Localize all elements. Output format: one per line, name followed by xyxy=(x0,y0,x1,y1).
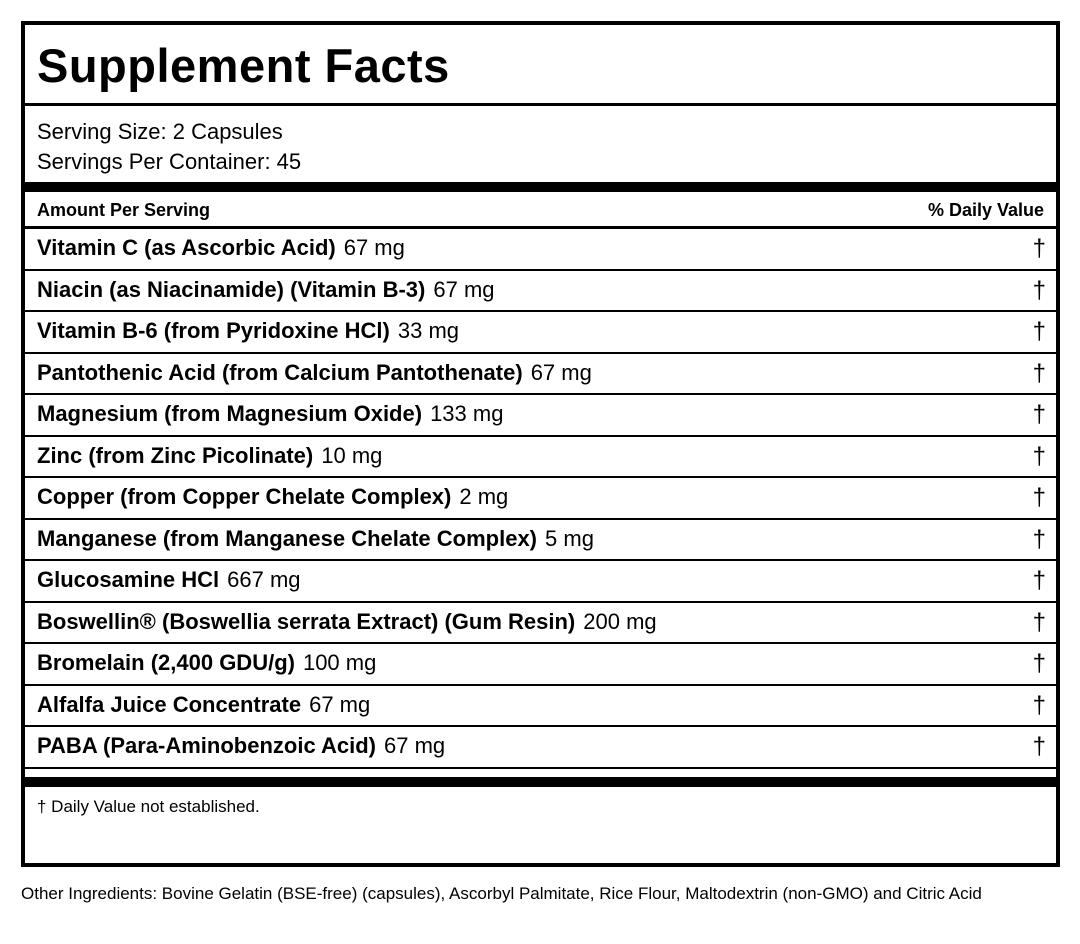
daily-value-dagger: † xyxy=(1032,401,1046,428)
nutrient-amount: 200 mg xyxy=(583,608,657,634)
nutrient-amount: 67 mg xyxy=(433,276,495,302)
nutrient-row xyxy=(25,354,1056,396)
nutrient-amount: 133 mg xyxy=(430,401,504,426)
daily-value-dagger: † xyxy=(1032,525,1046,553)
nutrient-name: Vitamin B-6 (from Pyridoxine HCl) xyxy=(37,318,390,343)
daily-value-dagger: † xyxy=(1032,733,1046,760)
nutrient-label xyxy=(37,650,376,676)
column-header-row xyxy=(25,192,1056,229)
nutrient-label xyxy=(37,484,508,510)
nutrient-name: Pantothenic Acid (from Calcium Pantothenate) xyxy=(37,359,523,385)
nutrient-label xyxy=(37,692,370,718)
daily-value-footnote: † Daily Value not established. xyxy=(37,797,260,816)
nutrient-label xyxy=(37,318,459,344)
nutrient-amount: 67 mg xyxy=(530,359,592,385)
nutrient-amount: 667 mg xyxy=(227,567,301,592)
nutrient-rows xyxy=(25,229,1056,769)
nutrient-label xyxy=(37,733,445,759)
nutrient-row xyxy=(25,644,1056,686)
nutrient-row xyxy=(25,603,1056,645)
daily-value-dagger: † xyxy=(1032,608,1046,636)
supplement-facts-panel xyxy=(21,21,1060,867)
nutrient-name: Bromelain (2,400 GDU/g) xyxy=(37,650,295,675)
nutrient-name: PABA (Para-Aminobenzoic Acid) xyxy=(37,733,376,758)
nutrient-name: Vitamin C (as Ascorbic Acid) xyxy=(37,235,336,260)
nutrient-amount: 10 mg xyxy=(321,442,383,468)
nutrient-row xyxy=(25,312,1056,354)
daily-value-dagger: † xyxy=(1032,691,1046,719)
nutrient-row xyxy=(25,727,1056,769)
nutrient-name: Glucosamine HCl xyxy=(37,567,220,592)
nutrient-name: Copper (from Copper Chelate Complex) xyxy=(37,484,452,509)
daily-value-dagger: † xyxy=(1032,650,1046,677)
nutrient-label xyxy=(37,443,382,469)
nutrient-row xyxy=(25,229,1056,271)
nutrient-name: Magnesium (from Magnesium Oxide) xyxy=(37,401,423,426)
nutrient-row xyxy=(25,478,1056,520)
nutrient-row xyxy=(25,561,1056,603)
nutrient-row xyxy=(25,437,1056,479)
nutrient-amount: 33 mg xyxy=(397,318,460,343)
title-bar xyxy=(25,25,1056,106)
daily-value-dagger: † xyxy=(1032,442,1046,470)
nutrient-label xyxy=(37,401,503,427)
amount-per-serving-header: Amount Per Serving xyxy=(37,200,211,220)
other-ingredients: Other Ingredients: Bovine Gelatin (BSE-free) (capsules), Ascorbyl Palmitate, Rice Flour, Maltodextrin (non-GMO) and Citric Acid xyxy=(21,884,982,903)
daily-value-dagger: † xyxy=(1032,567,1046,594)
nutrient-label xyxy=(37,526,594,552)
nutrient-name: Zinc (from Zinc Picolinate) xyxy=(37,442,314,468)
serving-size: Serving Size: 2 Capsules xyxy=(37,119,283,144)
nutrient-row xyxy=(25,520,1056,562)
nutrient-amount: 100 mg xyxy=(302,650,377,675)
daily-value-dagger: † xyxy=(1032,276,1046,304)
nutrient-amount: 67 mg xyxy=(309,691,371,717)
nutrient-name: Alfalfa Juice Concentrate xyxy=(37,691,302,717)
nutrient-label xyxy=(37,609,657,635)
nutrient-row xyxy=(25,686,1056,728)
thick-divider-top xyxy=(25,182,1056,192)
daily-value-dagger: † xyxy=(1032,484,1046,511)
servings-per-container: Servings Per Container: 45 xyxy=(37,149,302,174)
daily-value-dagger: † xyxy=(1032,318,1046,345)
nutrient-amount: 67 mg xyxy=(384,733,446,758)
nutrient-row xyxy=(25,271,1056,313)
nutrient-amount: 5 mg xyxy=(545,525,594,551)
nutrient-name: Niacin (as Niacinamide) (Vitamin B-3) xyxy=(37,276,426,302)
nutrient-label xyxy=(37,360,592,386)
nutrient-label xyxy=(37,235,405,261)
daily-value-dagger: † xyxy=(1032,359,1046,387)
nutrient-row xyxy=(25,395,1056,437)
nutrient-label xyxy=(37,277,495,303)
nutrient-amount: 2 mg xyxy=(459,484,509,509)
daily-value-dagger: † xyxy=(1032,235,1046,262)
nutrient-name: Manganese (from Manganese Chelate Complex) xyxy=(37,525,538,551)
panel-title: Supplement Facts xyxy=(37,39,450,92)
nutrient-amount: 67 mg xyxy=(343,235,405,260)
daily-value-header: % Daily Value xyxy=(927,200,1044,220)
thick-divider-bottom xyxy=(25,777,1056,787)
nutrient-name: Boswellin® (Boswellia serrata Extract) (Gum Resin) xyxy=(37,608,576,634)
serving-info xyxy=(37,117,301,177)
nutrient-label xyxy=(37,567,301,593)
